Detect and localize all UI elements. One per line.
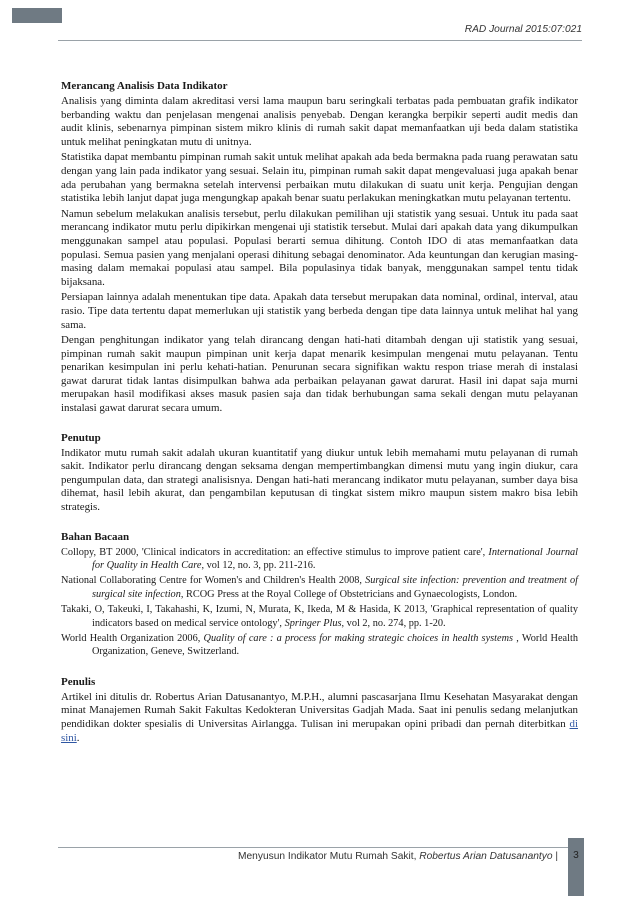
- page-number-tab: [568, 838, 584, 896]
- section-title-penutup: Penutup: [61, 431, 101, 444]
- corner-decoration: [12, 8, 62, 23]
- paragraph: Namun sebelum melakukan analisis tersebut, perlu dilakukan pemilihan uji statistik yang sesuai. Untuk itu pada saat merancang indikator mutu perlu dipikirkan mengenai uji statistik tersebut. Mulai dari apakah data yang dikumpulkan menggunakan sampel atau populasi. Populasi berarti semua dihitung. Contoh IDO di atas memanfaatkan data populasi. Semua pasien yang menjalani operasi dihitung sebagai denominator. Ada keuntungan dan kerugian masing-masing dalam memakai populasi atau sampel. Bila populasinya tidak banyak, menggunakan sampel tentu tidak bijaksana.: [61, 207, 578, 288]
- reference-item: Collopy, BT 2000, 'Clinical indicators in accreditation: an effective stimulus to improve patient care', International Journal for Quality in Health Care, vol 12, no. 3, pp. 211-216.: [61, 546, 578, 572]
- reference-item: Takaki, O, Takeuki, I, Takahashi, K, Izumi, N, Murata, K, Ikeda, M & Hasida, K 2013, 'Graphical representation of quality indicators based on medical service ontology', Springer Plus, vol 2, no. 274, pp. 1-20.: [61, 604, 578, 629]
- paragraph: Dengan penghitungan indikator yang telah dirancang dengan hati-hati ditambah dengan uji statistik yang sesuai, pimpinan rumah sakit maupun pimpinan unit kerja dapat menarik kesimpulan mengenai mutu pelayanan. Tentu penarikan kesimpulan ini perlu kehati-hatian. Penurunan secara signifikan waktu respon triase merah di instalasi gawat darurat tidak lantas disimpulkan bahwa ada perbaikan pelayanan gawat darurat. Hasil ini dapat saja murni merupakan hasil modifikasi akses masuk pasien saja dan tidak berhubungan sama sekali dengan mutu pelayanan instalasi gawat darurat secara umum.: [61, 334, 578, 415]
- footer-title: Menyusun Indikator Mutu Rumah Sakit, Robertus Arian Datusanantyo |: [238, 851, 558, 862]
- paragraph: Persiapan lainnya adalah menentukan tipe data. Apakah data tersebut merupakan data nominal, ordinal, interval, atau rasio. Tipe data tertentu dapat memerlukan uji statistik yang berbeda dengan tipe data lainnya untuk melihat hal yang sama.: [61, 291, 578, 331]
- page-number: 3: [573, 850, 579, 861]
- article-body: [61, 79, 578, 747]
- reference-item: World Health Organization 2006, Quality of care : a process for making strategic choices in health systems , World Health Organization, Geneve, Switzerland.: [61, 633, 578, 658]
- source-link[interactable]: di sini: [61, 718, 578, 744]
- paragraph: Statistika dapat membantu pimpinan rumah sakit untuk melihat apakah ada beda bermakna pada ruang perawatan satu dengan yang lain pada indikator yang sesuai. Selain itu, pimpinan rumah sakit dapat mengevaluasi juga apakah benar ada perubahan yang bermakna setelah intervensi perbaikan mutu dilakukan di suatu unit kerja. Pengujian dengan statistika lebih lanjut dapat juga mengungkap apakah benar suatu perlakukan meningkatkan mutu pelayanan tertentu.: [61, 151, 578, 205]
- running-head: RAD Journal 2015:07:021: [464, 24, 582, 35]
- section-title-bahan-bacaan: Bahan Bacaan: [61, 530, 130, 543]
- paragraph: Indikator mutu rumah sakit adalah ukuran kuantitatif yang diukur untuk lebih memahami mutu pelayanan di rumah sakit. Indikator perlu dirancang dengan seksama dengan mempertimbangkan dimensi mutu yang ingin diukur, cara pengumpulan data, dan strategi analisisnya. Dengan hati-hati merancang indikator mutu pelayanan, sumber daya bisa dihemat, hasil lebih akurat, dan pengambilan keputusan di tingkat sistem mikro maupun sistem makro bisa lebih strategis.: [61, 446, 578, 514]
- paragraph: Analisis yang diminta dalam akreditasi versi lama maupun baru seringkali terbatas pada pembuatan grafik indikator berbanding waktu dan penjelasan mengenai analisis penyebab. Dengan kerangka berpikir seperti audit medis dan audit klinis, sebenarnya pimpinan sistem mikro klinis di rumah sakit dapat memanfaatkan uji beda dalam statistika untuk melihat peningkatan mutu di unitnya.: [61, 95, 578, 148]
- author-paragraph: Artikel ini ditulis dr. Robertus Arian Datusanantyo, M.P.H., alumni pascasarjana Ilmu Kesehatan Masyarakat dengan minat Manajemen Rumah Sakit Fakultas Kedokteran Universitas Gadjah Mada. Saat ini penulis sedang melanjutkan pendidikan dokter spesialis di Universitas Airlangga. Tulisan ini merupakan opini pribadi dan pernah diterbitkan di sini.: [61, 690, 578, 744]
- footer-divider: [58, 847, 574, 848]
- section-title-penulis: Penulis: [61, 675, 96, 688]
- section-title-analisis: Merancang Analisis Data Indikator: [61, 80, 228, 92]
- header-divider: [58, 40, 582, 41]
- reference-item: National Collaborating Centre for Women's and Children's Health 2008, Surgical site infection: prevention and treatment of surgical site infection, RCOG Press at the Royal College of Obstetricians and Gynaecologists, London.: [61, 575, 578, 600]
